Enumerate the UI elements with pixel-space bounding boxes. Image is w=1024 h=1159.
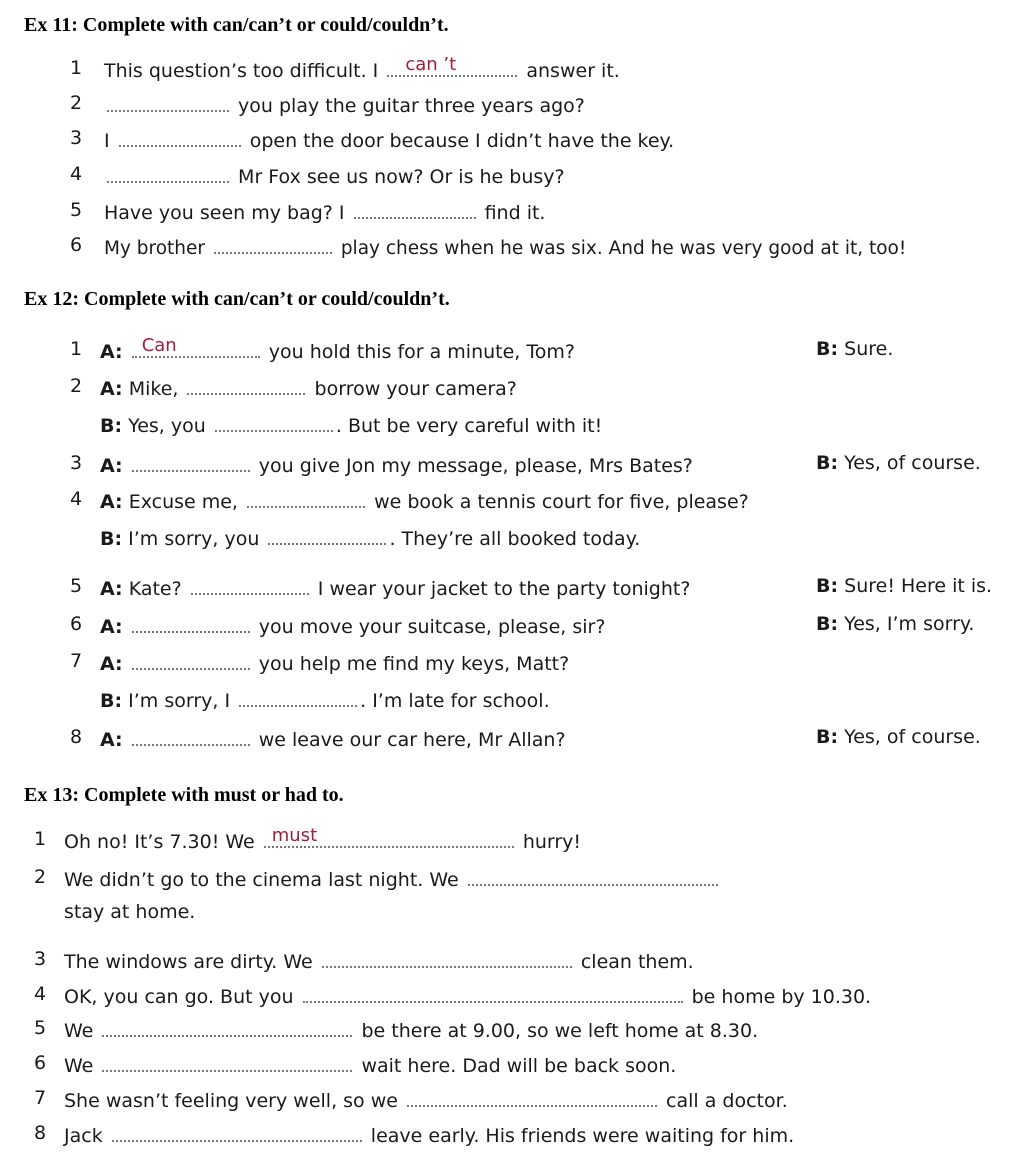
ex11-item-6-blank[interactable]: [214, 236, 332, 254]
ex13-item-1-blank[interactable]: [264, 825, 514, 848]
ex11-item-3-text-before: I: [104, 130, 110, 152]
ex12-item-2-b: [100, 414, 602, 436]
speaker-b-label: B:: [816, 613, 839, 635]
ex12-item-5-text-after: I wear your jacket to the party tonight?: [317, 578, 691, 600]
ex12-item-7-b-after: . I’m late for school.: [360, 690, 550, 712]
speaker-b-label: B:: [816, 575, 839, 597]
ex12-item-1-b: [816, 340, 893, 359]
ex13-item-number: 6: [34, 1052, 47, 1074]
ex13-item-8-text-before: Jack: [64, 1125, 103, 1147]
ex11-item-1-blank[interactable]: [387, 54, 517, 77]
ex12-item-7-b-blank[interactable]: [239, 689, 357, 707]
ex11-item-1-answer: can ’t: [405, 54, 457, 75]
ex11-item-6: [104, 236, 906, 259]
ex13-item-3-blank[interactable]: [322, 950, 572, 968]
ex12-item-8-a: [100, 728, 566, 750]
speaker-a-label: A:: [100, 578, 123, 600]
ex13-item-8: [64, 1124, 794, 1146]
ex11-item-5-text-after: find it.: [484, 202, 546, 224]
speaker-b-label: B:: [816, 726, 839, 748]
ex11-item-1: [104, 54, 620, 82]
ex12-item-6-a: [100, 615, 605, 637]
speaker-a-label: A:: [100, 491, 123, 513]
ex12-item-5-b-reply: Sure! Here it is.: [844, 575, 993, 597]
ex12-item-1-text-after: you hold this for a minute, Tom?: [268, 341, 575, 363]
ex11-item-number: 3: [70, 127, 83, 149]
ex13-item-5-blank[interactable]: [102, 1019, 352, 1037]
ex13-title: Ex 13: Complete with must or had to.: [24, 784, 344, 806]
ex12-item-1-blank[interactable]: [132, 335, 260, 358]
ex12-item-2-text-after: borrow your camera?: [314, 378, 517, 400]
ex13-item-3-text-after: clean them.: [580, 951, 694, 973]
ex12-item-number: 6: [70, 613, 83, 635]
speaker-b-label: B:: [100, 690, 123, 712]
ex11-item-5-text-before: Have you seen my bag? I: [104, 202, 345, 224]
ex12-item-number: 3: [70, 452, 83, 474]
ex12-item-2-b-blank[interactable]: [215, 414, 333, 432]
ex11-item-1-text-after: answer it.: [526, 60, 620, 82]
ex11-item-3: [104, 129, 674, 151]
ex12-item-7-text-after: you help me find my keys, Matt?: [258, 653, 570, 675]
ex12-item-2-b-after: . But be very careful with it!: [335, 415, 603, 437]
ex13-item-6-blank[interactable]: [102, 1054, 352, 1072]
ex13-item-2-text-before: We didn’t go to the cinema last night. We: [64, 869, 459, 891]
ex12-item-3-b: [816, 454, 981, 473]
ex12-item-3-b-reply: Yes, of course.: [844, 452, 981, 474]
speaker-b-label: B:: [100, 415, 123, 437]
ex13-item-4-text-after: be home by 10.30.: [691, 986, 872, 1008]
ex11-item-3-blank[interactable]: [119, 129, 241, 147]
ex11-item-number: 5: [70, 199, 83, 221]
ex12-item-4-b: [100, 527, 640, 549]
ex12-item-3-blank[interactable]: [132, 454, 250, 472]
ex12-item-5-a: [100, 577, 690, 599]
ex13-item-number: 3: [34, 948, 47, 970]
ex13-item-7-text-before: She wasn’t feeling very well, so we: [64, 1090, 398, 1112]
ex11-item-number: 2: [70, 92, 83, 114]
speaker-a-label: A:: [100, 653, 123, 675]
ex11-item-2: [104, 94, 585, 116]
ex11-item-5: [104, 201, 545, 223]
ex11-item-1-text-before: This question’s too difficult. I: [104, 60, 379, 82]
ex11-item-number: 1: [70, 57, 83, 79]
ex12-item-number: 8: [70, 726, 83, 748]
ex12-title: Ex 12: Complete with can/can’t or could/couldn’t.: [24, 288, 450, 310]
ex13-item-1-text-after: hurry!: [522, 831, 582, 853]
ex11-item-5-blank[interactable]: [354, 201, 476, 219]
ex12-item-number: 4: [70, 488, 83, 510]
ex13-item-7-text-after: call a doctor.: [666, 1090, 788, 1112]
speaker-a-label: A:: [100, 378, 123, 400]
ex12-item-2-text-before: Mike,: [128, 378, 179, 400]
ex12-item-3-text-after: you give Jon my message, please, Mrs Bates?: [258, 455, 693, 477]
ex11-item-2-text-after: you play the guitar three years ago?: [238, 95, 585, 117]
ex12-item-4-b-before: I’m sorry, you: [128, 528, 260, 550]
ex13-item-7-blank[interactable]: [407, 1089, 657, 1107]
ex12-item-7-b: [100, 689, 550, 711]
ex12-item-number: 5: [70, 575, 83, 597]
ex12-item-8-b: [816, 728, 981, 747]
ex11-item-4-blank[interactable]: [107, 165, 229, 183]
speaker-a-label: A:: [100, 341, 123, 363]
ex12-item-number: 2: [70, 375, 83, 397]
ex12-item-8-blank[interactable]: [132, 728, 250, 746]
ex13-item-1: [64, 825, 582, 853]
ex13-item-1-answer: must: [271, 825, 318, 846]
ex12-item-4-text-after: we book a tennis court for five, please?: [374, 491, 749, 513]
ex12-item-7-a: [100, 652, 569, 674]
ex13-item-number: 1: [34, 828, 47, 850]
ex13-item-5-text-before: We: [64, 1020, 94, 1042]
ex12-item-1-a: [100, 335, 575, 363]
ex12-item-3-a: [100, 454, 693, 476]
ex13-item-5-text-after: be there at 9.00, so we left home at 8.30.: [361, 1020, 759, 1042]
ex12-item-4-b-blank[interactable]: [268, 527, 386, 545]
ex13-item-1-text-before: Oh no! It’s 7.30! We: [64, 831, 255, 853]
ex11-title: Ex 11: Complete with can/can’t or could/couldn’t.: [24, 14, 449, 36]
speaker-a-label: A:: [100, 729, 123, 751]
ex13-item-3-text-before: The windows are dirty. We: [64, 951, 313, 973]
ex13-item-number: 2: [34, 866, 47, 888]
speaker-b-label: B:: [816, 452, 839, 474]
ex12-item-2-a: [100, 377, 517, 399]
ex13-item-5: [64, 1019, 758, 1041]
ex12-item-6-text-after: you move your suitcase, please, sir?: [258, 616, 606, 638]
ex12-item-7-blank[interactable]: [132, 652, 250, 670]
ex11-item-4: [104, 165, 565, 187]
ex12-item-number: 1: [70, 338, 83, 360]
ex13-item-6-text-after: wait here. Dad will be back soon.: [361, 1055, 677, 1077]
ex11-item-4-text-after: Mr Fox see us now? Or is he busy?: [238, 166, 565, 188]
ex11-item-6-text-after: play chess when he was six. And he was very good at it, too!: [340, 238, 907, 259]
ex13-item-8-blank[interactable]: [112, 1124, 362, 1142]
ex13-item-4-blank[interactable]: [303, 985, 683, 1003]
ex12-item-5-blank[interactable]: [191, 577, 309, 595]
ex11-item-number: 4: [70, 163, 83, 185]
speaker-a-label: A:: [100, 616, 123, 638]
ex13-item-number: 7: [34, 1087, 47, 1109]
ex13-item-3: [64, 950, 694, 972]
ex13-item-7: [64, 1089, 788, 1111]
ex12-item-8-b-reply: Yes, of course.: [844, 726, 981, 748]
ex11-item-2-blank[interactable]: [107, 94, 229, 112]
ex13-item-2-continuation: stay at home.: [64, 901, 196, 923]
ex13-item-2-blank[interactable]: [468, 868, 718, 886]
ex13-item-number: 5: [34, 1017, 47, 1039]
ex12-item-1-answer: Can: [141, 335, 177, 356]
speaker-a-label: A:: [100, 455, 123, 477]
ex12-item-8-text-after: we leave our car here, Mr Allan?: [258, 729, 566, 751]
ex12-item-number: 7: [70, 650, 83, 672]
ex12-item-6-blank[interactable]: [132, 615, 250, 633]
ex13-item-4: [64, 985, 871, 1007]
ex13-item-6-text-before: We: [64, 1055, 94, 1077]
ex12-item-6-b-reply: Yes, I’m sorry.: [844, 613, 975, 635]
ex13-item-number: 8: [34, 1122, 47, 1144]
ex13-item-6: [64, 1054, 676, 1076]
ex12-item-7-b-before: I’m sorry, I: [128, 690, 231, 712]
ex12-item-4-blank[interactable]: [247, 490, 365, 508]
ex11-item-6-text-before: My brother: [104, 238, 206, 259]
ex12-item-5-text-before: Kate?: [128, 578, 182, 600]
ex12-item-4-a: [100, 490, 749, 512]
ex12-item-2-b-before: Yes, you: [128, 415, 206, 437]
ex13-item-2: [64, 868, 721, 890]
ex12-item-2-blank[interactable]: [187, 377, 305, 395]
ex11-item-3-text-after: open the door because I didn’t have the key.: [249, 130, 675, 152]
ex12-item-1-b-reply: Sure.: [844, 338, 894, 360]
ex12-item-6-b: [816, 615, 974, 634]
ex12-item-4-b-after: . They’re all booked today.: [389, 528, 641, 550]
ex12-item-4-text-before: Excuse me,: [128, 491, 238, 513]
speaker-b-label: B:: [100, 528, 123, 550]
ex13-item-4-text-before: OK, you can go. But you: [64, 986, 294, 1008]
ex11-item-number: 6: [70, 234, 83, 256]
ex12-item-5-b: [816, 577, 992, 596]
ex13-item-8-text-after: leave early. His friends were waiting for him.: [370, 1125, 795, 1147]
speaker-b-label: B:: [816, 338, 839, 360]
ex13-item-number: 4: [34, 983, 47, 1005]
